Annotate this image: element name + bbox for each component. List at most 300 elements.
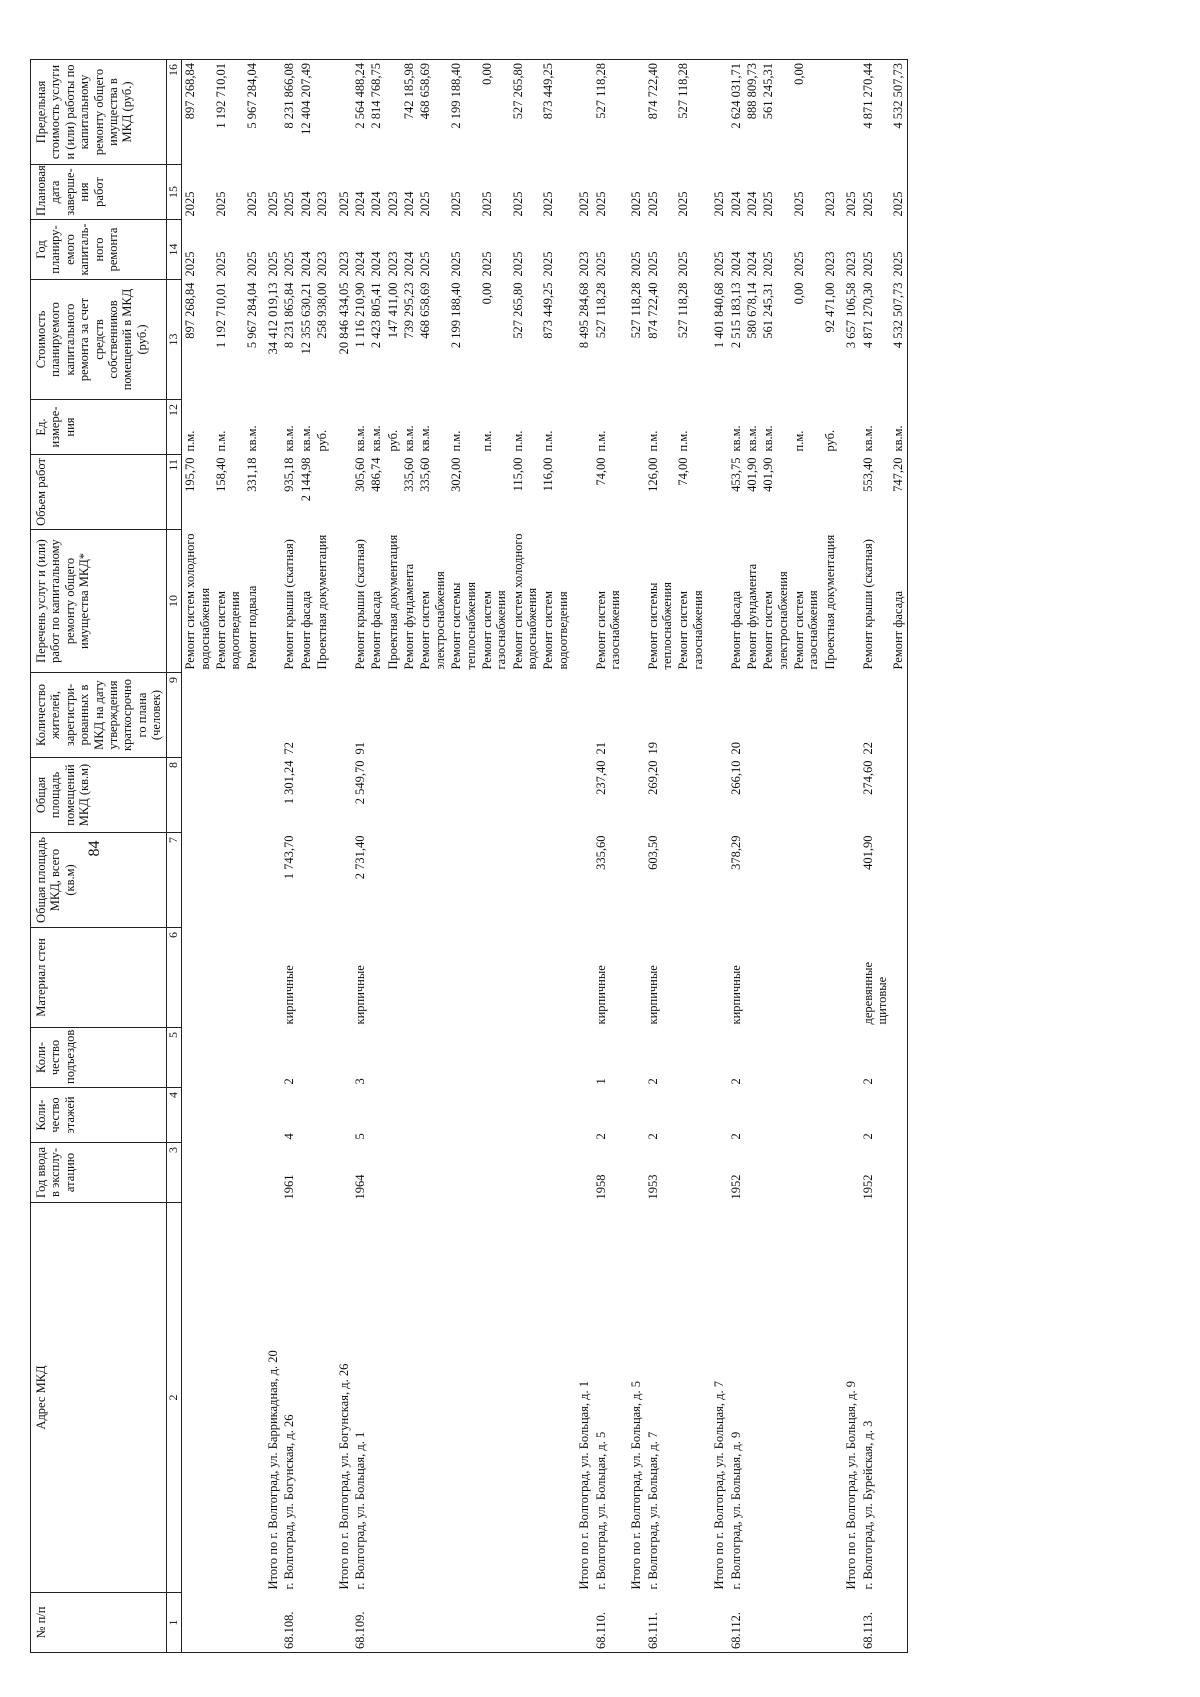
table-cell: 335,60 <box>418 457 433 492</box>
table-cell <box>448 673 479 758</box>
table-cell <box>298 1028 314 1088</box>
table-cell <box>571 1088 592 1143</box>
col-header: Перечень услуг и (или) работ по капитальному ремонту общего имущества МКД* <box>31 530 167 673</box>
table-cell <box>540 1028 571 1088</box>
table-cell <box>744 928 760 1028</box>
table-row <box>728 60 744 1653</box>
table-cell: кв.м. <box>728 425 743 452</box>
table-cell <box>260 673 281 758</box>
table-cell: 2023 <box>822 251 837 277</box>
table-cell <box>744 1203 760 1593</box>
table-cell: 68.111. <box>645 1593 676 1653</box>
table-cell: 0,00 <box>792 282 807 305</box>
table-cell: кв.м. <box>744 425 759 452</box>
table-cell: Ремонт систем электроснабжения <box>418 571 447 670</box>
table-cell <box>401 673 417 758</box>
table-cell <box>760 673 791 758</box>
table-cell <box>571 1593 592 1653</box>
table-cell <box>540 1203 571 1593</box>
table-cell <box>822 1203 838 1593</box>
table-cell <box>368 1593 384 1653</box>
table-cell <box>331 400 352 455</box>
col-header: Количество жителей, зарегистри-рованных в МКД на дату утверждения краткосрочно го плана (человек) <box>31 673 167 758</box>
table-cell: 2025 <box>761 191 776 217</box>
table-cell: 2025 <box>593 191 608 217</box>
table-cell: 2024 <box>744 191 759 217</box>
table-cell: 147 411,00 <box>385 282 400 339</box>
table-cell <box>331 1088 352 1143</box>
table-cell <box>368 1203 384 1593</box>
total-row <box>260 60 281 1653</box>
table-cell <box>298 1203 314 1593</box>
col-header: № п/п <box>31 1593 167 1653</box>
table-cell: Итого по г. Волгоград, ул. Баррикадная, д. 20 <box>266 1350 281 1590</box>
table-cell <box>298 928 314 1028</box>
table-cell: 2023 <box>385 251 400 277</box>
table-cell <box>675 928 706 1028</box>
table-cell <box>510 673 541 758</box>
table-cell: 2025 <box>266 191 281 217</box>
table-cell <box>744 673 760 758</box>
table-cell <box>213 758 244 833</box>
table-cell <box>417 928 448 1028</box>
table-cell <box>448 1593 479 1653</box>
table-cell <box>744 1028 760 1088</box>
table-cell <box>417 1593 448 1653</box>
table-cell <box>822 928 838 1028</box>
table-cell <box>314 1028 330 1088</box>
table-cell <box>385 758 401 833</box>
table-cell: 274,60 <box>860 760 875 795</box>
table-cell <box>744 758 760 833</box>
table-cell <box>706 530 727 673</box>
table-cell: 527 118,28 <box>593 282 608 339</box>
table-cell: 2 <box>860 1078 875 1085</box>
table-cell <box>890 673 907 758</box>
col-number: 4 <box>167 1088 182 1143</box>
table-cell <box>706 833 727 928</box>
table-cell: Ремонт систем газоснабжения <box>479 590 509 670</box>
table-cell <box>298 833 314 928</box>
col-number: 8 <box>167 758 182 833</box>
table-cell <box>213 1203 244 1593</box>
table-cell: 2 <box>593 1133 608 1140</box>
table-cell <box>260 455 281 530</box>
table-cell <box>760 928 791 1028</box>
table-cell <box>510 1088 541 1143</box>
table-cell <box>260 1143 281 1203</box>
total-row <box>838 60 859 1653</box>
table-cell: 739 295,23 <box>402 282 417 339</box>
table-cell <box>571 455 592 530</box>
table-cell <box>822 455 838 530</box>
table-row <box>244 60 260 1653</box>
table-cell: г. Волгоград, ул. Больцая, д. 1 <box>352 1431 367 1590</box>
table-cell: Ремонт систем водоотведения <box>541 591 570 670</box>
table-cell <box>744 1143 760 1203</box>
table-cell <box>448 1088 479 1143</box>
table-cell: 2025 <box>593 251 608 277</box>
table-cell <box>706 60 727 165</box>
table-cell: 22 <box>860 742 875 755</box>
table-cell <box>760 1593 791 1653</box>
table-row <box>540 60 571 1653</box>
table-cell <box>838 60 859 165</box>
table-cell: 2025 <box>449 191 464 217</box>
table-cell: кв.м. <box>282 425 297 452</box>
table-cell: 527 265,80 <box>510 282 525 339</box>
table-cell: кв.м. <box>860 425 875 452</box>
table-cell: Итого по г. Волгоград, ул. Богунская, д. 26 <box>336 1363 351 1590</box>
table-cell <box>838 1028 859 1088</box>
table-cell <box>213 833 244 928</box>
table-cell: п.м. <box>449 430 464 452</box>
table-cell <box>571 673 592 758</box>
table-cell <box>385 928 401 1028</box>
table-cell: 1952 <box>860 1174 875 1200</box>
table-cell <box>838 455 859 530</box>
table-cell: Ремонт фасада <box>890 530 907 673</box>
table-cell: п.м. <box>541 430 556 452</box>
table-cell <box>838 833 859 928</box>
table-cell: 2 <box>645 1078 660 1085</box>
table-row <box>760 60 791 1653</box>
table-cell <box>417 1088 448 1143</box>
table-cell: 2025 <box>510 191 525 217</box>
table-cell: п.м. <box>183 430 198 452</box>
table-cell: 3 657 106,58 <box>844 282 859 349</box>
table-cell: кв.м. <box>352 425 367 452</box>
table-cell: Ремонт крыши (скатная) <box>282 539 297 670</box>
table-cell <box>260 928 281 1028</box>
table-cell <box>510 833 541 928</box>
table-row <box>417 60 448 1653</box>
table-cell: 2025 <box>645 191 660 217</box>
table-cell <box>479 673 510 758</box>
table-cell <box>479 758 510 833</box>
table-cell: 2023 <box>336 251 351 277</box>
table-cell <box>417 1203 448 1593</box>
table-cell <box>298 1593 314 1653</box>
table-cell <box>822 60 838 165</box>
col-header: Ед. измере-ния <box>31 400 167 455</box>
table-cell: 401,90 <box>761 457 776 492</box>
table-cell: 2025 <box>213 251 228 277</box>
table-cell <box>791 673 822 758</box>
table-cell: 335,60 <box>593 835 608 870</box>
table-cell: 1 301,24 <box>282 760 297 805</box>
table-cell <box>623 400 644 455</box>
table-cell: 561 245,31 <box>761 282 776 339</box>
table-cell: 2 423 805,41 <box>369 282 384 349</box>
col-number: 2 <box>167 1203 182 1593</box>
table-cell: Ремонт систем газоснабжения <box>676 590 705 670</box>
table-cell <box>244 758 260 833</box>
table-cell <box>838 673 859 758</box>
table-cell <box>260 833 281 928</box>
table-cell <box>791 1088 822 1143</box>
table-cell: 2025 <box>629 251 644 277</box>
table-cell <box>791 833 822 928</box>
col-number: 7 <box>167 833 182 928</box>
table-cell <box>760 1203 791 1593</box>
table-cell <box>314 455 330 530</box>
table-cell: кв.м. <box>890 400 907 455</box>
table-cell <box>571 60 592 165</box>
table-cell <box>385 833 401 928</box>
table-cell <box>314 60 330 165</box>
table-cell: 2024 <box>402 251 417 277</box>
table-cell <box>244 1143 260 1203</box>
table-cell: Проектная документация <box>822 534 837 670</box>
total-row <box>331 60 352 1653</box>
table-cell: п.м. <box>792 430 807 452</box>
table-cell: кв.м. <box>402 425 417 452</box>
table-cell: 2025 <box>479 191 494 217</box>
table-cell: 126,00 <box>645 457 660 492</box>
table-cell <box>314 1143 330 1203</box>
table-cell <box>244 673 260 758</box>
table-cell <box>479 1028 510 1088</box>
table-cell <box>706 455 727 530</box>
table-cell: 2024 <box>369 191 384 217</box>
table-cell: 72 <box>282 742 297 755</box>
col-header: Год ввода в эксплу-атацию <box>31 1143 167 1203</box>
table-cell <box>417 1143 448 1203</box>
table-cell: 401,90 <box>860 835 875 870</box>
table-cell <box>213 1028 244 1088</box>
col-number: 3 <box>167 1143 182 1203</box>
total-row <box>623 60 644 1653</box>
table-cell <box>401 1143 417 1203</box>
table-cell: 1958 <box>593 1174 608 1200</box>
table-cell <box>314 1593 330 1653</box>
table-cell <box>314 673 330 758</box>
table-cell: 5 <box>352 1133 367 1140</box>
table-cell <box>314 1088 330 1143</box>
table-cell <box>706 673 727 758</box>
table-cell <box>479 1203 510 1593</box>
table-cell <box>401 1028 417 1088</box>
col-header: Коли-чество этажей <box>31 1088 167 1143</box>
table-cell <box>890 1593 907 1653</box>
table-cell: 2025 <box>244 251 259 277</box>
table-cell <box>540 673 571 758</box>
table-cell: п.м. <box>479 430 494 452</box>
table-cell <box>791 928 822 1028</box>
col-header: Объем работ <box>31 455 167 530</box>
table-body <box>182 60 908 1653</box>
table-cell <box>182 1203 213 1593</box>
table-row <box>314 60 330 1653</box>
col-number: 9 <box>167 673 182 758</box>
table-cell <box>623 60 644 165</box>
table-cell: п.м. <box>213 430 228 452</box>
table-cell <box>760 1088 791 1143</box>
table-cell: 2025 <box>712 251 727 277</box>
table-cell: 2025 <box>676 191 691 217</box>
table-cell: Ремонт системы теплоснабжения <box>449 582 478 670</box>
table-cell <box>791 758 822 833</box>
table-cell: 0,00 <box>479 282 494 305</box>
table-cell: 453,75 <box>728 457 743 492</box>
col-number: 15 <box>167 165 182 220</box>
table-cell: 468 658,69 <box>418 282 433 339</box>
column-number-row <box>167 60 182 1653</box>
table-cell <box>838 1143 859 1203</box>
table-cell: руб. <box>315 429 330 452</box>
table-cell: 2025 <box>844 191 859 217</box>
table-cell <box>182 833 213 928</box>
table-cell: 2025 <box>282 251 297 277</box>
table-cell <box>244 1593 260 1653</box>
table-cell <box>838 1593 859 1653</box>
table-cell: 2 199 188,40 <box>448 60 479 165</box>
table-cell <box>182 1143 213 1203</box>
table-cell: кирпичные <box>645 965 660 1025</box>
table-cell <box>706 1088 727 1143</box>
table-cell <box>213 1593 244 1653</box>
table-cell <box>260 1088 281 1143</box>
table-cell <box>571 530 592 673</box>
table-cell <box>571 928 592 1028</box>
table-cell <box>540 1593 571 1653</box>
table-cell <box>623 530 644 673</box>
table-cell <box>623 758 644 833</box>
table-cell: 2023 <box>315 251 330 277</box>
table-cell <box>479 928 510 1028</box>
table-cell <box>331 833 352 928</box>
table-cell <box>675 1203 706 1593</box>
table-cell <box>838 530 859 673</box>
table-cell <box>368 928 384 1028</box>
table-cell: г. Волгоград, ул. Больцая, д. 9 <box>728 1431 743 1590</box>
table-cell: кирпичные <box>282 965 297 1025</box>
table-cell <box>385 455 401 530</box>
table-cell: 305,60 <box>352 457 367 492</box>
table-cell <box>385 1593 401 1653</box>
table-cell <box>822 758 838 833</box>
table-cell: 2025 <box>712 191 727 217</box>
table-cell: 2024 <box>298 251 313 277</box>
table-cell: п.м. <box>510 430 525 452</box>
table-row <box>479 60 510 1653</box>
table-cell <box>706 1593 727 1653</box>
table-cell <box>791 1143 822 1203</box>
table-cell: 553,40 <box>860 457 875 492</box>
table-cell: 527 265,80 <box>510 60 541 165</box>
table-cell: 2025 <box>418 251 433 277</box>
table-cell: 2025 <box>183 191 198 217</box>
table-cell <box>244 928 260 1028</box>
table-cell <box>479 1593 510 1653</box>
table-cell <box>822 673 838 758</box>
table-cell <box>822 1088 838 1143</box>
table-cell: 4 <box>282 1133 297 1140</box>
col-header: Плановая дата заверше-ния работ <box>31 165 167 220</box>
table-cell <box>675 673 706 758</box>
table-cell: п.м. <box>593 430 608 452</box>
table-cell: 2025 <box>244 191 259 217</box>
table-cell <box>213 1088 244 1143</box>
table-cell: 19 <box>645 742 660 755</box>
table-cell: 74,00 <box>676 457 691 486</box>
table-cell: 2024 <box>298 191 313 217</box>
table-cell: 2 549,70 <box>352 760 367 805</box>
table-cell <box>540 833 571 928</box>
table-cell <box>760 833 791 928</box>
table-cell: 897 268,84 <box>182 60 213 165</box>
table-cell: 2023 <box>844 251 859 277</box>
table-cell: Итого по г. Волгоград, ул. Больцая, д. 5 <box>629 1380 644 1590</box>
table-cell <box>744 1088 760 1143</box>
table-cell: 561 245,31 <box>760 60 791 165</box>
table-cell <box>623 1143 644 1203</box>
table-cell: Ремонт фасада <box>728 590 743 670</box>
table-cell: 1952 <box>728 1174 743 1200</box>
table-cell: 2 <box>860 1133 875 1140</box>
table-cell: 331,18 <box>244 457 259 492</box>
table-cell <box>510 1028 541 1088</box>
table-cell <box>331 928 352 1028</box>
table-cell: 2 515 183,13 <box>728 282 743 349</box>
col-header: Материал стен <box>31 928 167 1028</box>
col-header: Год планиру-емого капиталь-ного ремонта <box>31 220 167 280</box>
table-cell: 1 192 710,01 <box>213 60 244 165</box>
table-cell: 2025 <box>792 191 807 217</box>
table-cell: 2 564 488,24 <box>352 60 368 165</box>
table-cell: 2024 <box>744 251 759 277</box>
table-cell <box>448 758 479 833</box>
table-cell <box>260 60 281 165</box>
table-cell: 468 658,69 <box>417 60 448 165</box>
col-number: 11 <box>167 455 182 530</box>
col-number: 12 <box>167 400 182 455</box>
table-cell <box>571 1143 592 1203</box>
table-cell <box>401 1593 417 1653</box>
table-cell <box>675 1593 706 1653</box>
table-cell <box>298 758 314 833</box>
table-row <box>675 60 706 1653</box>
table-cell: Ремонт фундамента <box>402 563 417 670</box>
table-cell: 34 412 019,13 <box>266 282 281 355</box>
table-cell: 2025 <box>282 191 297 217</box>
table-cell: 68.108. <box>281 1593 297 1653</box>
table-cell <box>479 455 510 530</box>
table-cell <box>623 455 644 530</box>
table-cell: Ремонт фасада <box>369 590 384 670</box>
table-cell <box>623 928 644 1028</box>
table-row <box>593 60 624 1653</box>
table-cell: 3 <box>352 1078 367 1085</box>
table-cell: 603,50 <box>645 835 660 870</box>
table-cell: 2025 <box>418 191 433 217</box>
table-cell: 2025 <box>761 251 776 277</box>
table-cell <box>540 1143 571 1203</box>
table-cell <box>838 400 859 455</box>
table-cell <box>182 758 213 833</box>
table-cell: 747,20 <box>890 455 907 530</box>
table-cell <box>510 758 541 833</box>
table-cell <box>417 833 448 928</box>
col-number: 1 <box>167 1593 182 1653</box>
table-cell: кв.м. <box>418 425 433 452</box>
table-cell <box>760 758 791 833</box>
table-cell: 2024 <box>352 251 367 277</box>
table-cell <box>791 1203 822 1593</box>
table-cell: 527 118,28 <box>676 282 691 339</box>
table-cell: 195,70 <box>183 457 198 492</box>
